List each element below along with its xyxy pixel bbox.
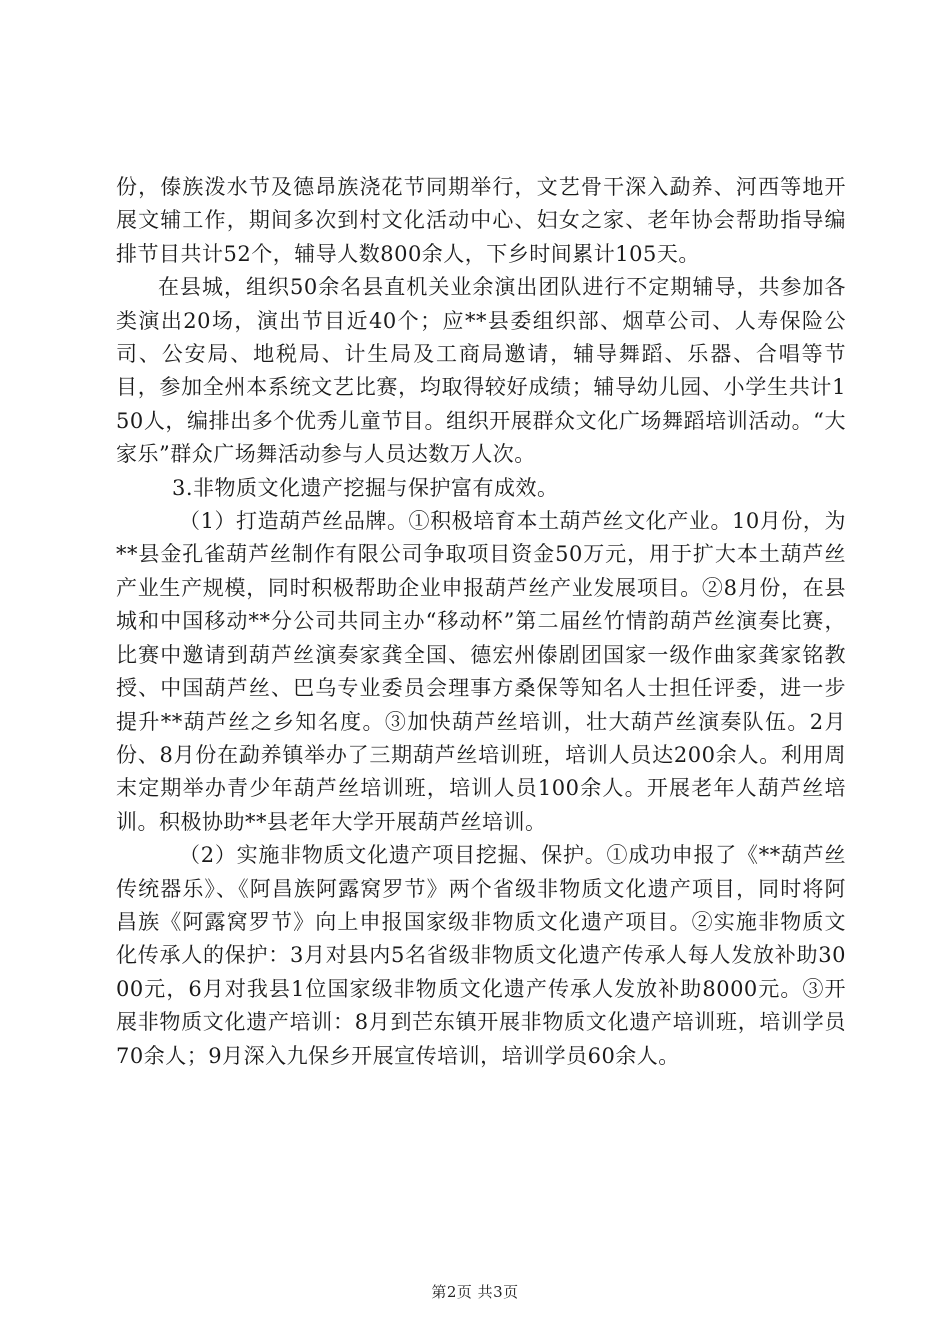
document-body [116, 171, 846, 1073]
section-heading-intangible-heritage: 3.非物质文化遗产挖掘与保护富有成效。 [172, 475, 559, 500]
page-footer: 第2页 共3页 [431, 1283, 519, 1301]
paragraph-heritage-protection: （2）实施非物质文化遗产项目挖掘、保护。①成功申报了《**葫芦丝传统器乐》、《阿昌族阿露窝罗节》两个省级非物质文化遗产项目，同时将阿昌族《阿露窝罗节》向上申报国家级非物质文化遗产项目。②实施非物质文化传承人的保护：3月对县内5名省级非物质文化遗产传承人每人发放补助3000元，6月对我县1位国家级非物质文化遗产传承人发放补助8000元。③开展非物质文化遗产培训：8月到芒东镇开展非物质文化遗产培训班，培训学员70余人；9月深入九保乡开展宣传培训，培训学员60余人。 [116, 843, 846, 1068]
paragraph-county-town: 在县城，组织50余名县直机关业余演出团队进行不定期辅导，共参加各类演出20场，演出节目近40个；应**县委组织部、烟草公司、人寿保险公司、公安局、地税局、计生局及工商局邀请，辅导舞蹈、乐器、合唱等节目，参加全州本系统文艺比赛，均取得较好成绩；辅导幼儿园、小学生共计150人，编排出多个优秀儿童节目。组织开展群众文化广场舞蹈培训活动。“大家乐”群众广场舞活动参与人员达数万人次。 [116, 275, 846, 467]
paragraph-hulusi-brand: （1）打造葫芦丝品牌。①积极培育本土葫芦丝文化产业。10月份，为**县金孔雀葫芦丝制作有限公司争取项目资金50万元，用于扩大本土葫芦丝产业生产规模，同时积极帮助企业申报葫芦丝产业发展项目。②8月份，在县城和中国移动**分公司共同主办“移动杯”第二届丝竹情韵葫芦丝演奏比赛，比赛中邀请到葫芦丝演奏家龚全国、德宏州傣剧团国家一级作曲家龚家铭教授、中国葫芦丝、巴乌专业委员会理事方桑保等知名人士担任评委，进一步提升**葫芦丝之乡知名度。③加快葫芦丝培训，壮大葫芦丝演奏队伍。2月份、8月份在勐养镇举办了三期葫芦丝培训班，培训人员达200余人。利用周末定期举办青少年葫芦丝培训班，培训人员100余人。开展老年人葫芦丝培训。积极协助**县老年大学开展葫芦丝培训。 [116, 509, 846, 834]
paragraph-continuation: 份，傣族泼水节及德昂族浇花节同期举行，文艺骨干深入勐养、河西等地开展文辅工作，期间多次到村文化活动中心、妇女之家、老年协会帮助指导编排节目共计52个，辅导人数800余人，下乡时间累计105天。 [116, 175, 846, 266]
